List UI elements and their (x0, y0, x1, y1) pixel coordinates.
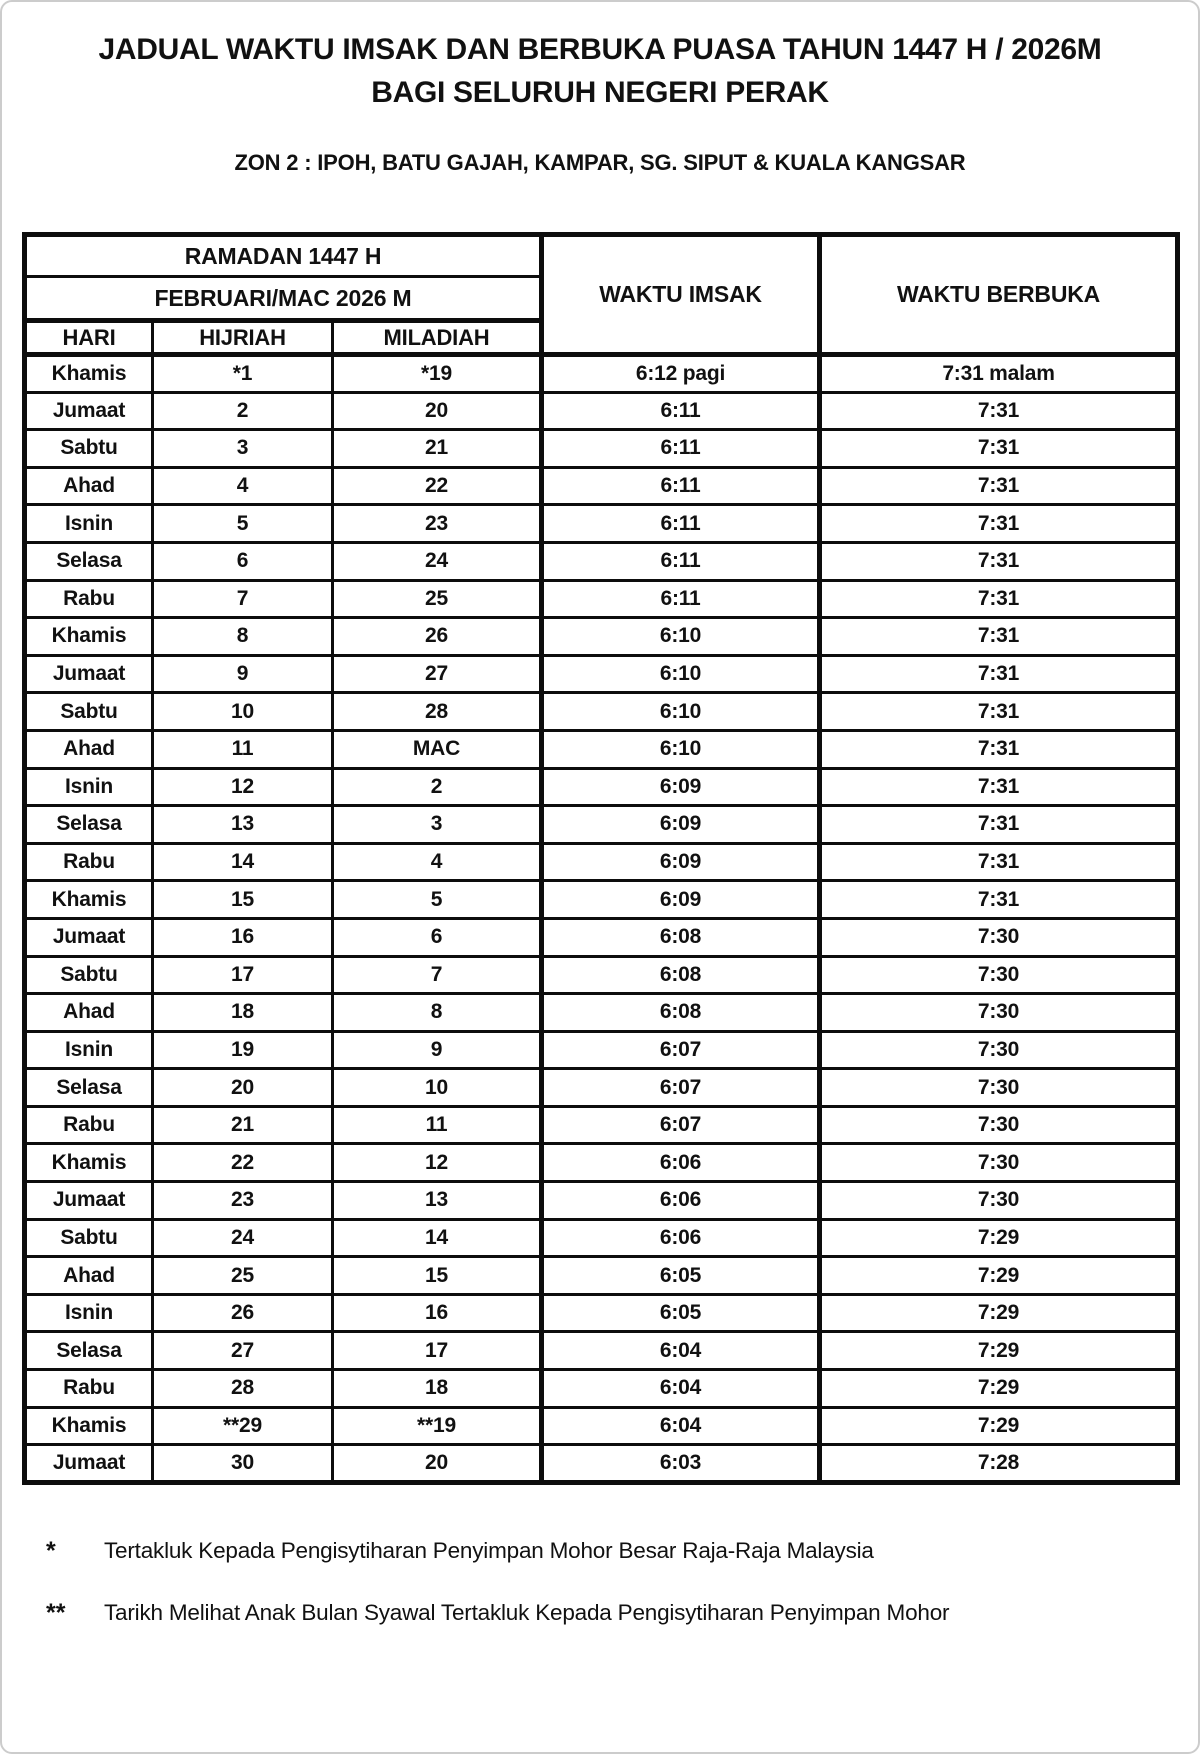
cell-day: Selasa (25, 1069, 153, 1107)
cell-hijriah: 3 (153, 430, 333, 468)
table-row (25, 994, 1178, 1032)
cell-miladiah: 7 (333, 956, 542, 994)
cell-day: Jumaat (25, 918, 153, 956)
cell-hijriah: 8 (153, 618, 333, 656)
cell-day: Rabu (25, 1106, 153, 1144)
cell-berbuka: 7:29 (820, 1370, 1178, 1408)
table-row (25, 355, 1178, 393)
cell-day: Jumaat (25, 1445, 153, 1483)
cell-day: Rabu (25, 580, 153, 618)
cell-berbuka: 7:30 (820, 1106, 1178, 1144)
cell-day: Selasa (25, 1332, 153, 1370)
cell-miladiah: MAC (333, 730, 542, 768)
cell-miladiah: 6 (333, 918, 542, 956)
cell-day: Khamis (25, 1407, 153, 1445)
cell-hijriah: 10 (153, 693, 333, 731)
cell-imsak: 6:06 (542, 1144, 820, 1182)
cell-hijriah: 20 (153, 1069, 333, 1107)
cell-miladiah: 18 (333, 1370, 542, 1408)
cell-hijriah: *1 (153, 355, 333, 393)
cell-berbuka: 7:30 (820, 1069, 1178, 1107)
cell-miladiah: **19 (333, 1407, 542, 1445)
table-row (25, 655, 1178, 693)
cell-hijriah: 26 (153, 1294, 333, 1332)
cell-berbuka: 7:29 (820, 1332, 1178, 1370)
cell-imsak: 6:10 (542, 693, 820, 731)
cell-imsak: 6:04 (542, 1407, 820, 1445)
cell-imsak: 6:07 (542, 1031, 820, 1069)
cell-hijriah: 17 (153, 956, 333, 994)
cell-imsak: 6:11 (542, 505, 820, 543)
cell-miladiah: 11 (333, 1106, 542, 1144)
cell-miladiah: 10 (333, 1069, 542, 1107)
table-body (25, 355, 1178, 1483)
cell-miladiah: 14 (333, 1219, 542, 1257)
cell-imsak: 6:05 (542, 1257, 820, 1295)
cell-imsak: 6:11 (542, 580, 820, 618)
cell-miladiah: 15 (333, 1257, 542, 1295)
cell-hijriah: 7 (153, 580, 333, 618)
cell-berbuka: 7:29 (820, 1294, 1178, 1332)
cell-imsak: 6:08 (542, 956, 820, 994)
cell-day: Ahad (25, 730, 153, 768)
cell-hijriah: 18 (153, 994, 333, 1032)
cell-hijriah: 23 (153, 1182, 333, 1220)
cell-imsak: 6:04 (542, 1370, 820, 1408)
cell-day: Isnin (25, 1294, 153, 1332)
cell-miladiah: 20 (333, 1445, 542, 1483)
table-row (25, 430, 1178, 468)
cell-miladiah: 5 (333, 881, 542, 919)
cell-berbuka: 7:31 malam (820, 355, 1178, 393)
cell-miladiah: 27 (333, 655, 542, 693)
cell-day: Sabtu (25, 430, 153, 468)
cell-day: Selasa (25, 542, 153, 580)
cell-berbuka: 7:30 (820, 1144, 1178, 1182)
cell-miladiah: 24 (333, 542, 542, 580)
cell-hijriah: 30 (153, 1445, 333, 1483)
cell-berbuka: 7:28 (820, 1445, 1178, 1483)
table-row (25, 618, 1178, 656)
prayer-times-table (22, 232, 1180, 1485)
cell-imsak: 6:11 (542, 430, 820, 468)
cell-berbuka: 7:31 (820, 542, 1178, 580)
cell-day: Isnin (25, 1031, 153, 1069)
cell-day: Ahad (25, 1257, 153, 1295)
cell-imsak: 6:12 pagi (542, 355, 820, 393)
cell-day: Isnin (25, 505, 153, 543)
footnotes (22, 1537, 1178, 1627)
cell-hijriah: 9 (153, 655, 333, 693)
cell-miladiah: 3 (333, 806, 542, 844)
cell-day: Rabu (25, 1370, 153, 1408)
cell-day: Rabu (25, 843, 153, 881)
cell-hijriah: 6 (153, 542, 333, 580)
table-row (25, 1069, 1178, 1107)
cell-hijriah: 24 (153, 1219, 333, 1257)
cell-miladiah: 8 (333, 994, 542, 1032)
cell-day: Khamis (25, 618, 153, 656)
cell-berbuka: 7:30 (820, 994, 1178, 1032)
footnote-marker: ** (46, 1598, 66, 1627)
cell-imsak: 6:11 (542, 392, 820, 430)
cell-imsak: 6:08 (542, 918, 820, 956)
cell-miladiah: 22 (333, 467, 542, 505)
table-row (25, 806, 1178, 844)
cell-berbuka: 7:29 (820, 1219, 1178, 1257)
table-row (25, 1407, 1178, 1445)
table-row (25, 467, 1178, 505)
table-row (25, 505, 1178, 543)
cell-day: Ahad (25, 994, 153, 1032)
cell-miladiah: 26 (333, 618, 542, 656)
table-row (25, 843, 1178, 881)
table-row (25, 730, 1178, 768)
footnote-marker: * (46, 1536, 56, 1565)
table-row (25, 542, 1178, 580)
cell-hijriah: 14 (153, 843, 333, 881)
footnote-text: Tarikh Melihat Anak Bulan Syawal Tertakluk Kepada Pengisytiharan Penyimpan Mohor (104, 1599, 950, 1625)
cell-hijriah: **29 (153, 1407, 333, 1445)
cell-hijriah: 27 (153, 1332, 333, 1370)
table-row (25, 1294, 1178, 1332)
cell-berbuka: 7:31 (820, 392, 1178, 430)
cell-hijriah: 16 (153, 918, 333, 956)
cell-hijriah: 13 (153, 806, 333, 844)
cell-hijriah: 11 (153, 730, 333, 768)
cell-imsak: 6:08 (542, 994, 820, 1032)
cell-imsak: 6:09 (542, 881, 820, 919)
table-row (25, 392, 1178, 430)
footnote-text: Tertakluk Kepada Pengisytiharan Penyimpan Mohor Besar Raja-Raja Malaysia (104, 1537, 874, 1563)
cell-hijriah: 19 (153, 1031, 333, 1069)
cell-imsak: 6:10 (542, 655, 820, 693)
cell-imsak: 6:06 (542, 1182, 820, 1220)
cell-imsak: 6:09 (542, 768, 820, 806)
table-row (25, 1332, 1178, 1370)
header-waktu-imsak: WAKTU IMSAK (542, 235, 820, 355)
header-waktu-berbuka: WAKTU BERBUKA (820, 235, 1178, 355)
cell-berbuka: 7:30 (820, 918, 1178, 956)
cell-miladiah: 17 (333, 1332, 542, 1370)
header-hijriah: HIJRIAH (153, 321, 333, 355)
header-row-ramadan (25, 235, 1178, 277)
cell-day: Jumaat (25, 1182, 153, 1220)
header-gregorian: FEBRUARI/MAC 2026 M (25, 277, 542, 321)
cell-berbuka: 7:31 (820, 768, 1178, 806)
cell-hijriah: 5 (153, 505, 333, 543)
table-row (25, 1445, 1178, 1483)
table-row (25, 918, 1178, 956)
header-miladiah: MILADIAH (333, 321, 542, 355)
header-hari: HARI (25, 321, 153, 355)
cell-miladiah: 12 (333, 1144, 542, 1182)
cell-miladiah: 25 (333, 580, 542, 618)
cell-berbuka: 7:31 (820, 618, 1178, 656)
cell-hijriah: 12 (153, 768, 333, 806)
cell-day: Jumaat (25, 392, 153, 430)
cell-hijriah: 21 (153, 1106, 333, 1144)
cell-berbuka: 7:31 (820, 693, 1178, 731)
cell-miladiah: 28 (333, 693, 542, 731)
table-header (25, 235, 1178, 355)
table-row (25, 1144, 1178, 1182)
cell-miladiah: 16 (333, 1294, 542, 1332)
cell-imsak: 6:05 (542, 1294, 820, 1332)
cell-imsak: 6:04 (542, 1332, 820, 1370)
cell-imsak: 6:11 (542, 467, 820, 505)
cell-berbuka: 7:31 (820, 467, 1178, 505)
cell-imsak: 6:07 (542, 1069, 820, 1107)
cell-day: Sabtu (25, 956, 153, 994)
cell-berbuka: 7:29 (820, 1407, 1178, 1445)
table-row (25, 956, 1178, 994)
cell-day: Khamis (25, 355, 153, 393)
cell-miladiah: 23 (333, 505, 542, 543)
cell-hijriah: 25 (153, 1257, 333, 1295)
cell-berbuka: 7:31 (820, 843, 1178, 881)
table-row (25, 1106, 1178, 1144)
table-row (25, 768, 1178, 806)
cell-miladiah: 21 (333, 430, 542, 468)
table-row (25, 1219, 1178, 1257)
cell-miladiah: 9 (333, 1031, 542, 1069)
cell-berbuka: 7:31 (820, 505, 1178, 543)
page-title (22, 28, 1178, 114)
cell-berbuka: 7:31 (820, 806, 1178, 844)
cell-hijriah: 15 (153, 881, 333, 919)
cell-imsak: 6:03 (542, 1445, 820, 1483)
cell-berbuka: 7:31 (820, 430, 1178, 468)
cell-hijriah: 22 (153, 1144, 333, 1182)
cell-berbuka: 7:29 (820, 1257, 1178, 1295)
cell-imsak: 6:10 (542, 618, 820, 656)
cell-berbuka: 7:30 (820, 1031, 1178, 1069)
table-row (25, 1257, 1178, 1295)
page-title-line2: BAGI SELURUH NEGERI PERAK (371, 76, 829, 109)
footnote-double-asterisk (22, 1599, 1178, 1627)
cell-imsak: 6:09 (542, 806, 820, 844)
cell-day: Selasa (25, 806, 153, 844)
header-ramadan: RAMADAN 1447 H (25, 235, 542, 277)
cell-day: Jumaat (25, 655, 153, 693)
page-title-line1: JADUAL WAKTU IMSAK DAN BERBUKA PUASA TAHUN 1447 H / 2026M (98, 33, 1102, 66)
cell-berbuka: 7:31 (820, 730, 1178, 768)
cell-hijriah: 4 (153, 467, 333, 505)
table-row (25, 1031, 1178, 1069)
cell-miladiah: 13 (333, 1182, 542, 1220)
cell-berbuka: 7:31 (820, 881, 1178, 919)
cell-day: Khamis (25, 1144, 153, 1182)
cell-day: Sabtu (25, 1219, 153, 1257)
cell-miladiah: 4 (333, 843, 542, 881)
cell-miladiah: *19 (333, 355, 542, 393)
cell-imsak: 6:10 (542, 730, 820, 768)
table-row (25, 1182, 1178, 1220)
cell-imsak: 6:11 (542, 542, 820, 580)
cell-berbuka: 7:31 (820, 580, 1178, 618)
cell-berbuka: 7:31 (820, 655, 1178, 693)
cell-berbuka: 7:30 (820, 1182, 1178, 1220)
cell-miladiah: 20 (333, 392, 542, 430)
cell-imsak: 6:09 (542, 843, 820, 881)
table-row (25, 693, 1178, 731)
table-row (25, 881, 1178, 919)
footnote-single-asterisk (22, 1537, 1178, 1565)
cell-imsak: 6:06 (542, 1219, 820, 1257)
cell-berbuka: 7:30 (820, 956, 1178, 994)
table-row (25, 580, 1178, 618)
cell-hijriah: 28 (153, 1370, 333, 1408)
cell-miladiah: 2 (333, 768, 542, 806)
cell-imsak: 6:07 (542, 1106, 820, 1144)
cell-day: Ahad (25, 467, 153, 505)
table-row (25, 1370, 1178, 1408)
zone-subtitle: ZON 2 : IPOH, BATU GAJAH, KAMPAR, SG. SIPUT & KUALA KANGSAR (234, 150, 966, 175)
cell-day: Sabtu (25, 693, 153, 731)
cell-hijriah: 2 (153, 392, 333, 430)
cell-day: Isnin (25, 768, 153, 806)
cell-day: Khamis (25, 881, 153, 919)
